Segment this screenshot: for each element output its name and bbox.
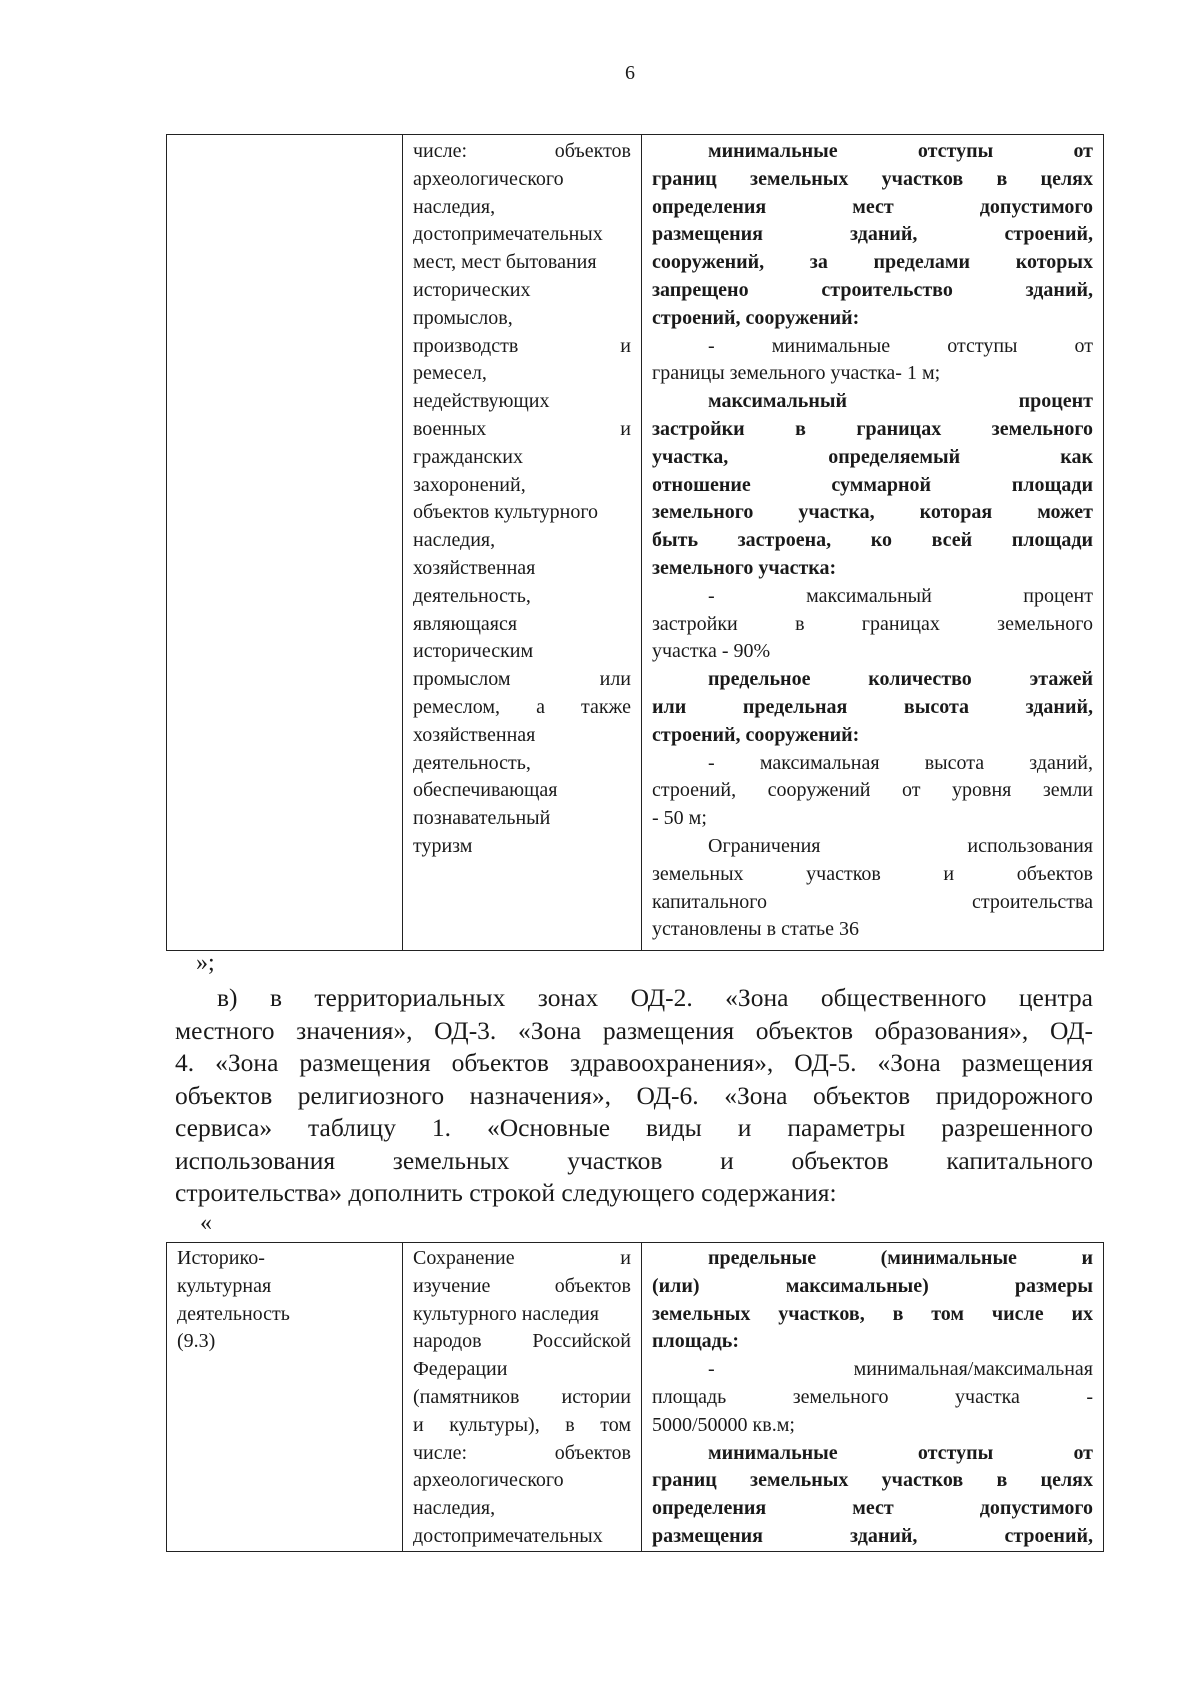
activity-type-text [167, 1243, 402, 1356]
text-line: участка, определяемый как [652, 445, 1093, 468]
text-line: хозяйственная [413, 556, 536, 579]
text-line: границ земельных участков в целях [652, 167, 1093, 190]
text-line: культурная [177, 1274, 272, 1297]
table-cell-description [403, 1243, 642, 1552]
text-line: туризм [413, 834, 473, 857]
text-line: и культуры), в том [413, 1413, 631, 1436]
paragraph-line: 4. «Зона размещения объектов здравоохранения», ОД-5. «Зона размещения [175, 1048, 1093, 1077]
text-line: запрещено строительство зданий, [652, 278, 1093, 301]
text-line: достопримечательных [413, 223, 603, 246]
text-line: культурного наследия [413, 1302, 599, 1325]
text-line: земельных участков и объектов [652, 862, 1093, 885]
text-line: исторических [413, 278, 531, 301]
paragraph-line: объектов религиозного назначения», ОД-6. «Зона объектов придорожного [175, 1080, 1093, 1110]
parameters-text [642, 1243, 1103, 1551]
text-line: минимальные отступы от [708, 140, 1093, 162]
text-line: площадь земельного участка - [652, 1385, 1093, 1408]
paragraph-line: сервиса» таблицу 1. «Основные виды и параметры разрешенного [175, 1113, 1093, 1142]
text-line: (9.3) [177, 1330, 216, 1353]
amendment-paragraph [175, 982, 1093, 1210]
regulations-table-continued [166, 134, 1104, 951]
table-cell-description [403, 135, 642, 951]
text-line: быть застроена, ко всей площади [652, 529, 1093, 552]
table-cell-activity-type [167, 135, 403, 951]
table-row [167, 1243, 1104, 1552]
text-line: участка - 90% [652, 640, 771, 663]
text-line: военных и [413, 417, 631, 440]
text-line: хозяйственная [413, 723, 536, 746]
text-line: изучение объектов [413, 1274, 631, 1297]
text-line: объектов культурного [413, 501, 599, 524]
closing-quote-mark: »; [196, 950, 215, 976]
text-line: промыслов, [413, 306, 513, 329]
text-line: строений, сооружений от уровня земли [652, 779, 1093, 802]
text-line: деятельность, [413, 751, 531, 774]
text-line: промыслом или [413, 668, 631, 691]
text-line: археологического [413, 167, 564, 190]
text-line: мест, мест бытования [413, 251, 597, 274]
page-number: 6 [625, 62, 635, 84]
text-line: ремесел, [413, 362, 487, 385]
text-line: гражданских [413, 445, 523, 468]
text-line: деятельность, [413, 584, 531, 607]
text-line: производств и [413, 334, 631, 357]
text-line: сооружений, за пределами которых [652, 251, 1093, 274]
table-cell-activity-type [167, 1243, 403, 1552]
opening-quote-mark: « [200, 1210, 212, 1236]
text-line: размещения зданий, строений, [652, 1524, 1093, 1547]
text-line: максимальный процент [708, 390, 1093, 413]
text-line: площадь: [652, 1330, 739, 1353]
text-line: деятельность [177, 1302, 290, 1325]
text-line: Сохранение и [413, 1247, 631, 1269]
text-line: установлены в статье 36 [652, 918, 860, 941]
parameters-text [642, 135, 1103, 944]
text-line: застройки в границах земельного [652, 612, 1093, 635]
text-line: народов Российской [413, 1330, 631, 1353]
text-line: познавательный [413, 807, 551, 830]
text-line: числе: объектов [413, 140, 631, 162]
description-text [403, 135, 641, 861]
description-text [403, 1243, 641, 1551]
text-line: - минимальные отступы от [708, 334, 1093, 357]
text-line: отношение суммарной площади [652, 473, 1093, 496]
text-line: археологического [413, 1469, 564, 1492]
text-line: минимальные отступы от [708, 1441, 1093, 1464]
text-line: земельных участков, в том числе их [652, 1302, 1093, 1325]
text-line: наследия, [413, 195, 496, 218]
text-line: - минимальная/максимальная [708, 1358, 1093, 1381]
text-line: Историко- [177, 1247, 265, 1269]
text-line: являющаяся [413, 612, 518, 635]
text-line: застройки в границах земельного [652, 417, 1093, 440]
text-line: наследия, [413, 529, 496, 552]
text-line: капитального строительства [652, 890, 1093, 913]
table-cell-parameters [642, 135, 1104, 951]
text-line: земельного участка: [652, 556, 837, 579]
text-line: границы земельного участка- 1 м; [652, 362, 941, 385]
text-line: недействующих [413, 390, 550, 413]
paragraph-line: в) в территориальных зонах ОД-2. «Зона общественного центра [217, 983, 1093, 1012]
text-line: определения мест допустимого [652, 195, 1093, 218]
text-line: числе: объектов [413, 1441, 631, 1464]
regulations-table-new-row [166, 1242, 1104, 1552]
text-line: достопримечательных [413, 1524, 603, 1547]
table-row [167, 135, 1104, 951]
text-line: определения мест допустимого [652, 1497, 1093, 1520]
text-line: историческим [413, 640, 534, 663]
text-line: предельные (минимальные и [708, 1247, 1093, 1269]
text-line: или предельная высота зданий, [652, 695, 1093, 718]
text-line: предельное количество этажей [708, 668, 1093, 691]
text-line: - 50 м; [652, 807, 707, 830]
text-line: границ земельных участков в целях [652, 1469, 1093, 1492]
text-line: Федерации [413, 1358, 508, 1381]
text-line: размещения зданий, строений, [652, 223, 1093, 246]
text-line: земельного участка, которая может [652, 501, 1093, 524]
text-line: захоронений, [413, 473, 526, 496]
table-cell-parameters [642, 1243, 1104, 1552]
text-line: (памятников истории [413, 1385, 631, 1408]
text-line: строений, сооружений: [652, 723, 860, 746]
text-line: наследия, [413, 1497, 496, 1520]
paragraph-line: строительства» дополнить строкой следующего содержания: [175, 1178, 837, 1207]
paragraph-line: местного значения», ОД-3. «Зона размещения объектов образования», ОД- [175, 1015, 1093, 1045]
text-line: Ограничения использования [708, 834, 1093, 857]
text-line: обеспечивающая [413, 779, 558, 802]
text-line: - максимальный процент [708, 584, 1093, 607]
text-line: 5000/50000 кв.м; [652, 1413, 795, 1436]
text-line: ремеслом, а также [413, 695, 631, 718]
text-line: - максимальная высота зданий, [708, 751, 1093, 774]
text-line: (или) максимальные) размеры [652, 1274, 1093, 1297]
paragraph-line: использования земельных участков и объектов капитального [175, 1145, 1093, 1175]
text-line: строений, сооружений: [652, 306, 860, 329]
